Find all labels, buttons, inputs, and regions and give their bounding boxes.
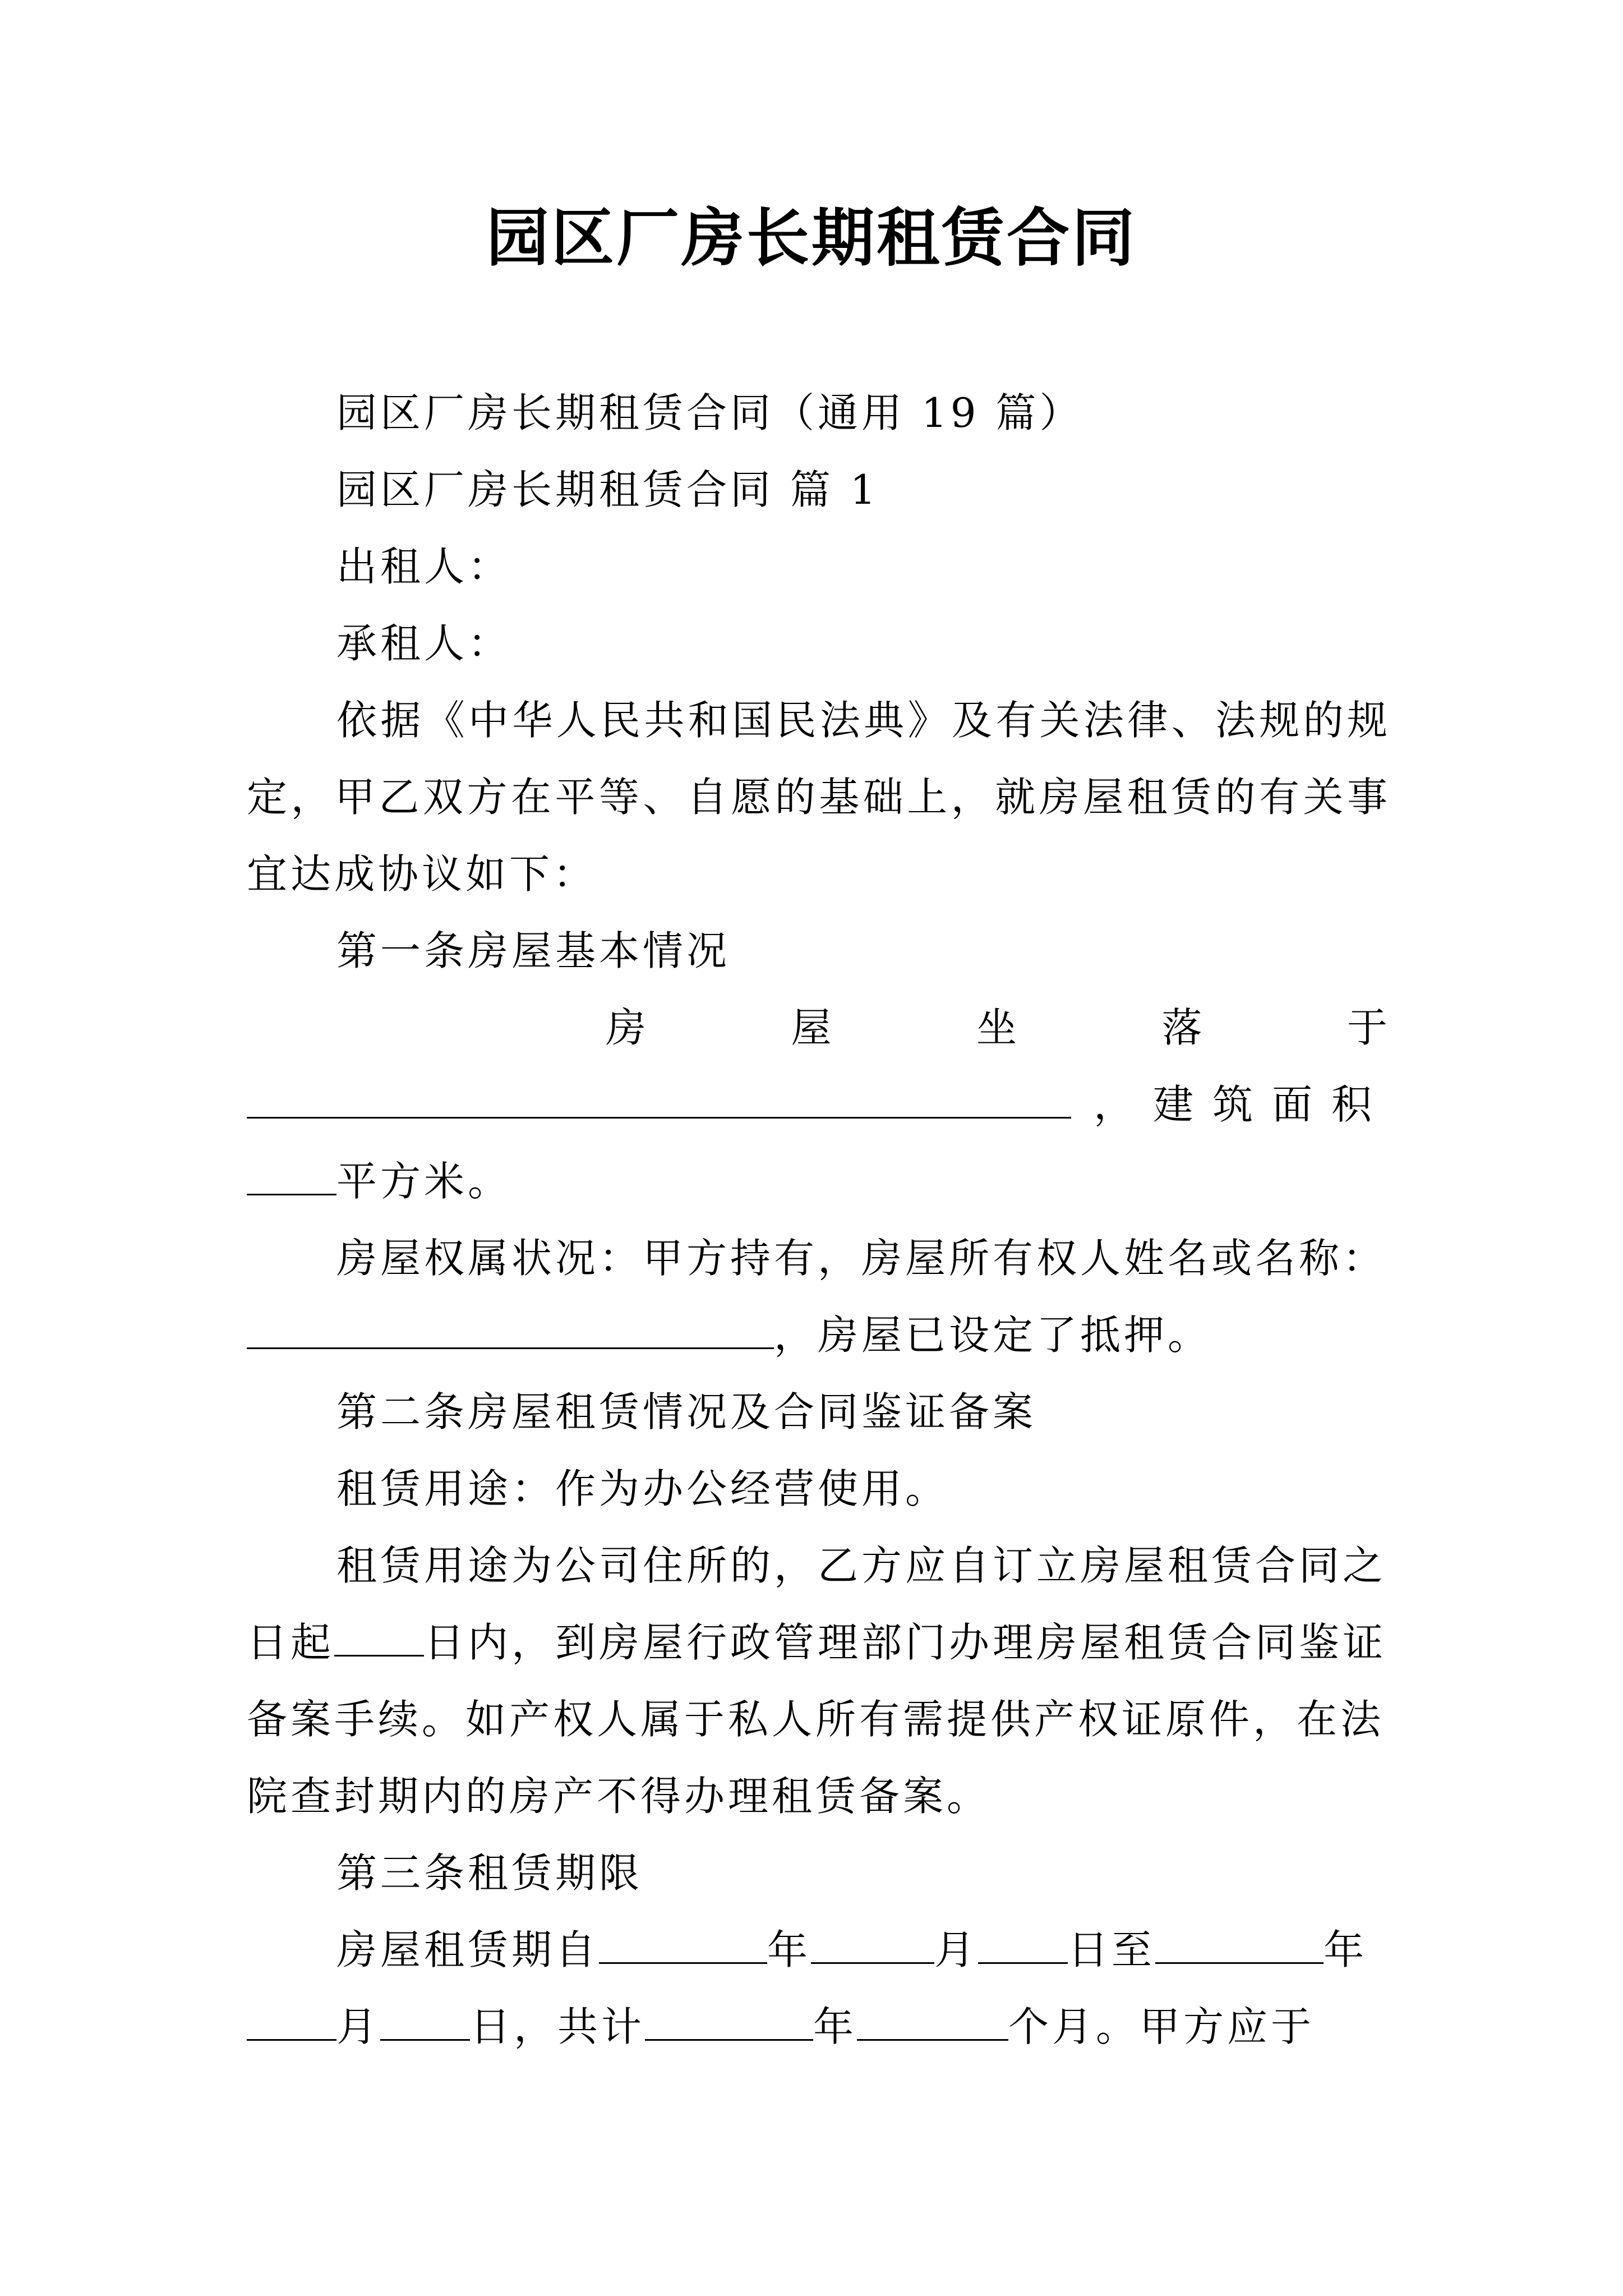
- area-unit: 平方米。: [336, 1158, 512, 1205]
- text-segment: 备案手续。如产权人属于私人所有需提供产权证原件，在法: [247, 1696, 1385, 1743]
- text-segment: 日内，到房屋行政管理部门办理房屋租赁合同鉴证: [424, 1619, 1387, 1666]
- lease-use: 租赁用途：作为办公经营使用。: [336, 1465, 949, 1512]
- ownership-line: 房屋权属状况：甲方持有，房屋所有权人姓名或名称：: [336, 1235, 1387, 1282]
- area-line: [247, 1143, 1391, 1220]
- year-blank: [1155, 1926, 1324, 1964]
- text-segment: 月: [934, 1926, 979, 1973]
- text-segment: 日至: [1068, 1926, 1156, 1973]
- months-total-blank: [857, 2003, 1008, 2041]
- years-total-blank: [645, 2003, 813, 2041]
- intro-paragraph: 依据《中华人民共和国民法典》及有关法律、法规的规定，甲乙双方在平等、自愿的基础上，就房屋租赁的有关事宜达成协议如下：: [247, 697, 1391, 898]
- text-segment: 日起: [247, 1619, 335, 1666]
- location-blank-line: [247, 1066, 1391, 1143]
- lessor-line: 出租人：: [336, 543, 512, 590]
- chapter-heading: 园区厂房长期租赁合同 篇 1: [336, 466, 879, 513]
- owner-name-blank: [247, 1311, 774, 1349]
- article-1-title: 第一条房屋基本情况: [336, 927, 731, 974]
- mortgage-line: [247, 1297, 1391, 1374]
- text-segment: 月: [336, 2003, 381, 2050]
- location-char: 屋: [791, 1004, 835, 1051]
- year-blank: [599, 1926, 767, 1964]
- text-segment: 年: [1324, 1926, 1368, 1973]
- document-title: 园区厂房长期租赁合同: [486, 201, 1137, 275]
- month-blank: [247, 2003, 336, 2041]
- location-line: [247, 990, 1391, 1066]
- text-segment: 个月。甲方应于: [1008, 2003, 1315, 2050]
- text-segment: 年: [813, 2003, 857, 2050]
- article-2-title: 第二条房屋租赁情况及合同鉴证备案: [336, 1388, 1037, 1435]
- lessee-line: 承租人：: [336, 620, 512, 667]
- location-char: 房: [606, 1004, 650, 1051]
- area-blank: [247, 1157, 336, 1195]
- text-segment: 日，共计: [470, 2003, 645, 2050]
- article-2-para-line-1: 租赁用途为公司住所的，乙方应自订立房屋租赁合同之: [336, 1542, 1387, 1589]
- text-segment: 院查封期内的房产不得办理租赁备案。: [247, 1773, 991, 1820]
- mortgage-text: ，房屋已设定了抵押。: [774, 1312, 1212, 1359]
- day-blank: [978, 1926, 1068, 1964]
- lease-term-line-2: [247, 1989, 1391, 2065]
- day-blank: [380, 2003, 470, 2041]
- location-char: 落: [1161, 1004, 1206, 1051]
- article-2-para-line-4: [247, 1758, 1391, 1835]
- text-segment: 房屋租赁期自: [336, 1926, 600, 1973]
- location-char: 坐: [976, 1004, 1020, 1051]
- days-blank: [334, 1618, 424, 1657]
- location-blank: [247, 1080, 1071, 1119]
- location-char: 于: [1347, 1004, 1391, 1051]
- subtitle: 园区厂房长期租赁合同（通用 19 篇）: [336, 389, 1083, 436]
- lease-term-line-1: [247, 1912, 1391, 1989]
- article-2-para-line-3: [247, 1681, 1391, 1758]
- month-blank: [811, 1926, 934, 1964]
- area-label: ，建筑面积: [1093, 1081, 1391, 1128]
- document-body: [247, 375, 1391, 2065]
- article-2-para-line-2: [247, 1604, 1391, 1681]
- article-3-title: 第三条租赁期限: [336, 1849, 643, 1897]
- text-segment: 年: [767, 1926, 811, 1973]
